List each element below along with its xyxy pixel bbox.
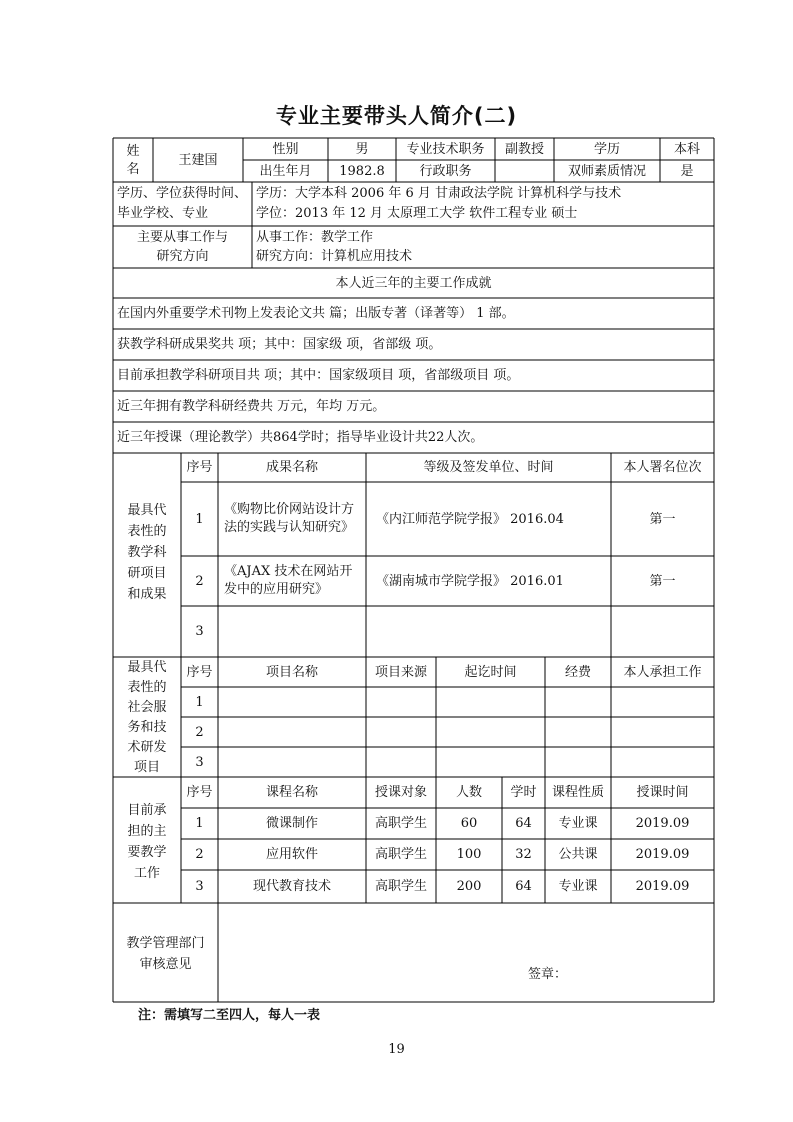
research-row-no: 3 — [195, 624, 204, 639]
research-row-name: 《AJAX 技术在网站开发中的应用研究》 — [224, 564, 353, 597]
achievement-teaching-hours: 近三年授课（理论教学）共864学时；指导毕业设计共22人次。 — [117, 430, 484, 445]
title-value: 副教授 — [504, 141, 544, 157]
research-row-no: 2 — [195, 573, 204, 589]
service-header-source: 项目来源 — [374, 664, 427, 680]
gender-value: 男 — [355, 141, 369, 157]
teaching-header-type: 课程性质 — [551, 785, 604, 800]
teaching-header-time: 授课时间 — [636, 785, 689, 800]
teaching-row-no: 2 — [195, 847, 204, 862]
teaching-row-count: 100 — [456, 847, 482, 862]
name-value: 王建国 — [178, 152, 218, 168]
research-row-source — [366, 606, 611, 657]
service-row-no: 3 — [195, 754, 204, 770]
teaching-row-no: 1 — [195, 816, 204, 831]
achievement-funding: 近三年拥有教学科研经费共 万元，年均 万元。 — [117, 399, 386, 414]
education-label: 学历 — [593, 141, 620, 157]
service-header-period: 起讫时间 — [464, 664, 517, 680]
teaching-row-target: 高职学生 — [374, 879, 427, 894]
research-header-source: 等级及签发单位、时间 — [423, 460, 554, 475]
teaching-row-time: 2019.09 — [635, 816, 690, 831]
teaching-row-time: 2019.09 — [635, 847, 690, 862]
admin-position-label: 行政职务 — [419, 163, 472, 179]
teaching-row-count: 200 — [456, 879, 482, 894]
service-header-funding: 经费 — [564, 664, 591, 680]
service-header-no: 序号 — [186, 664, 213, 680]
teaching-row-hours: 64 — [515, 816, 532, 831]
degree-value: 学历：大学本科 2006 年 6 月 甘肃政法学院 计算机科学与技术 学位：2013 年 12 月 太原理工大学 软件工程专业 硕士 — [256, 186, 622, 221]
teaching-row-type: 专业课 — [558, 816, 598, 831]
research-header-rank: 本人署名位次 — [623, 460, 702, 475]
teaching-row-type: 专业课 — [558, 879, 598, 894]
teaching-row-course: 现代教育技术 — [252, 879, 331, 894]
title-label: 专业技术职务 — [406, 141, 485, 157]
page-title: 专业主要带头人简介(二) — [275, 104, 518, 128]
teaching-row-count: 60 — [460, 816, 478, 831]
service-row-no: 2 — [195, 724, 204, 740]
research-row-rank — [611, 606, 714, 657]
teaching-row-target: 高职学生 — [374, 847, 427, 862]
achievements-header: 本人近三年的主要工作成就 — [335, 275, 492, 291]
signature-label: 签章： — [528, 966, 568, 982]
research-row-name — [218, 606, 366, 657]
teaching-row-target: 高职学生 — [374, 816, 427, 831]
achievement-awards: 获教学科研成果奖共 项；其中：国家级 项，省部级 项。 — [117, 337, 442, 352]
teaching-row-course: 微课制作 — [265, 816, 318, 831]
page-number: 19 — [388, 1042, 405, 1057]
teaching-header-course: 课程名称 — [265, 785, 318, 800]
teaching-row-course: 应用软件 — [265, 847, 318, 862]
research-row-name: 《购物比价网站设计方法的实践与认知研究》 — [224, 502, 355, 535]
dual-qualification-label: 双师素质情况 — [567, 163, 646, 179]
research-section-label: 最具代 表性的 教学科 研项目 和成果 — [127, 503, 167, 602]
footnote: 注：需填写二至四人，每人一表 — [138, 1008, 321, 1023]
education-value: 本科 — [673, 141, 700, 157]
service-row-no: 1 — [195, 694, 204, 710]
service-header-name: 项目名称 — [265, 664, 318, 680]
birth-label: 出生年月 — [259, 163, 312, 179]
teaching-row-time: 2019.09 — [635, 879, 690, 894]
research-row-rank: 第一 — [649, 573, 676, 589]
degree-label: 学历、学位获得时间、 毕业学校、专业 — [117, 186, 248, 221]
admin-position-value — [495, 160, 554, 182]
service-section-label: 最具代 表性的 社会服 务和技 术研发 项目 — [127, 660, 167, 775]
teaching-row-hours: 32 — [515, 847, 532, 862]
birth-value: 1982.8 — [339, 163, 385, 179]
review-label: 教学管理部门 审核意见 — [126, 936, 205, 972]
service-header-role: 本人承担工作 — [623, 664, 702, 680]
achievement-projects: 目前承担教学科研项目共 项；其中：国家级项目 项，省部级项目 项。 — [117, 368, 520, 383]
research-row-source: 《湖南城市学院学报》 2016.01 — [376, 573, 564, 589]
teaching-header-hours: 学时 — [510, 785, 537, 800]
research-row-source: 《内江师范学院学报》 2016.04 — [376, 511, 564, 527]
teaching-header-no: 序号 — [186, 785, 213, 800]
teaching-row-type: 公共课 — [558, 847, 598, 862]
work-label: 主要从事工作与 研究方向 — [136, 230, 228, 264]
dual-qualification-value: 是 — [680, 163, 694, 179]
achievement-papers: 在国内外重要学术刊物上发表论文共 篇；出版专著（译著等） 1 部。 — [117, 306, 515, 321]
teaching-header-count: 人数 — [455, 785, 482, 800]
research-row-no: 1 — [195, 511, 204, 527]
work-value: 从事工作：教学工作 研究方向：计算机应用技术 — [256, 230, 413, 264]
research-header-no: 序号 — [186, 460, 213, 475]
teaching-row-no: 3 — [195, 879, 204, 894]
teaching-header-target: 授课对象 — [374, 785, 427, 800]
research-header-name: 成果名称 — [265, 460, 318, 475]
name-label: 姓 名 — [126, 144, 140, 177]
research-row-rank: 第一 — [649, 511, 676, 527]
teaching-row-hours: 64 — [515, 879, 532, 894]
gender-label: 性别 — [272, 141, 299, 157]
teaching-section-label: 目前承 担的主 要教学 工作 — [127, 803, 167, 881]
